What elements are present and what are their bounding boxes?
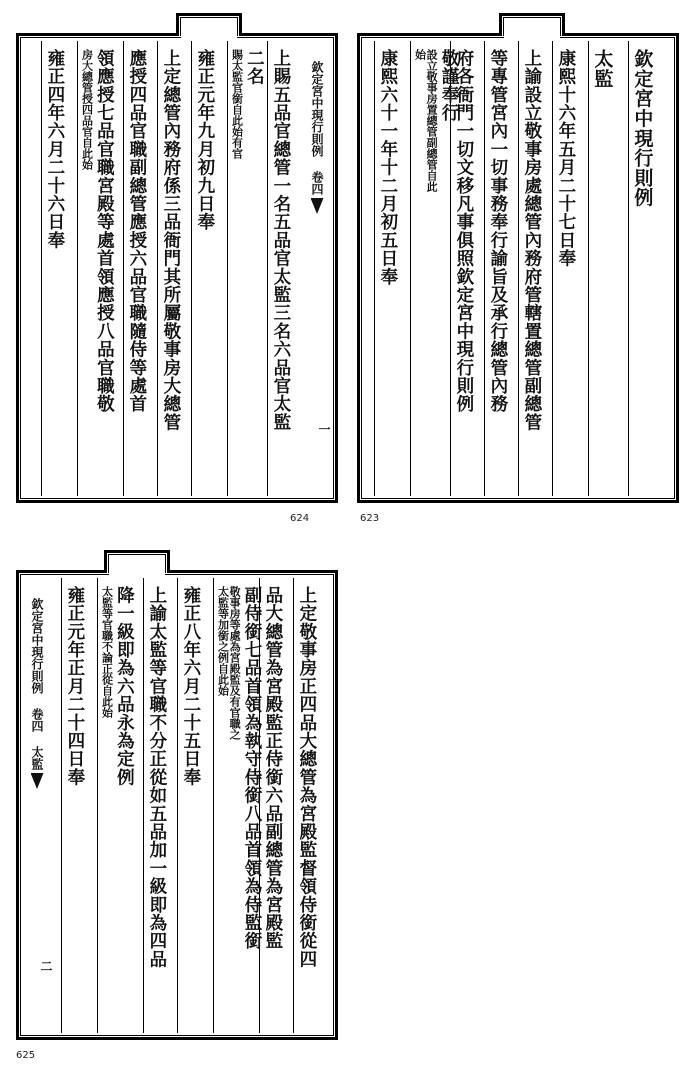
interlinear-annotation [101, 586, 113, 726]
column-rank-line-1 [157, 43, 191, 494]
column-edict-rank-rule [143, 580, 177, 1031]
edict-text: 應授四品官職副總管應授六品官職隨侍等處首 [126, 49, 147, 413]
leaf-notch [176, 13, 242, 36]
running-title-block [24, 598, 50, 789]
edict-text: 品大總管為宮殿監正侍銜六品副總管為宮殿監 [262, 586, 283, 950]
document-leaf-624 [16, 33, 338, 503]
column-edict-close [410, 43, 459, 494]
column-title [628, 43, 670, 494]
running-title: 欽定宮中現行則例 卷四 太監 [30, 598, 44, 770]
entry-date: 雍正元年正月二十四日奉 [64, 586, 85, 787]
document-leaf-623 [357, 33, 679, 503]
page-number-625: 625 [16, 1050, 36, 1061]
fish-tail-mark [311, 198, 324, 214]
text-columns-623 [366, 43, 670, 494]
column-rank-line-2 [123, 43, 157, 494]
folio-number: 一 [317, 423, 331, 435]
column-date-yongzheng1-jan [61, 580, 97, 1031]
column-edict-line-1 [518, 43, 552, 494]
page-number-623: 623 [360, 513, 380, 524]
column-title-line-1 [293, 580, 329, 1031]
section-heading: 太監 [591, 49, 614, 89]
fish-tail-mark [31, 773, 44, 789]
column-edict-rank-rule-cont [97, 580, 143, 1031]
page-number-624: 624 [290, 513, 310, 524]
document-title: 欽定宮中現行則例 [631, 49, 654, 208]
entry-date: 雍正四年六月二十六日奉 [44, 49, 65, 250]
column-grant-line [267, 43, 303, 494]
annotation-text: 賜太監官銜自此始有官 [230, 49, 244, 159]
folio-number: 二 [39, 960, 53, 972]
annotation-text: 房大總管授四品官自此始 [80, 49, 94, 170]
edict-text: 敬謹奉行 [438, 49, 459, 122]
edict-text: 府各衙門一切文移凡事俱照欽定宮中現行則例 [453, 49, 474, 413]
column-date-kangxi61 [374, 43, 410, 494]
leaf-notch [499, 13, 565, 36]
annotation-text: 太監等官職不論正從自此始 [100, 586, 114, 718]
column-date-kangxi16 [552, 43, 588, 494]
text-columns-624 [25, 43, 303, 494]
column-date-yongzheng1 [191, 43, 227, 494]
column-edict-line-2 [484, 43, 518, 494]
running-title-block [304, 61, 330, 214]
column-title-line-2 [259, 580, 293, 1031]
interlinear-annotation [414, 49, 437, 199]
edict-text: 上賜五品官總管一名五品官太監三名六品官太監 [270, 49, 291, 432]
edict-text: 降一級即為六品永為定例 [114, 586, 135, 787]
annotation-text: 設立敬事房置總管副總管自此始 [413, 49, 439, 192]
interlinear-annotation [217, 586, 240, 746]
edict-text: 領應授七品官職宮殿等處首領應授八品官職敬 [94, 49, 115, 413]
column-margin [53, 580, 61, 1031]
edict-text: 二名 [244, 49, 265, 86]
column-section-heading [588, 43, 628, 494]
edict-text: 等專管宮內一切事務奉行諭旨及承行總管內務 [487, 49, 508, 413]
column-margin [31, 43, 41, 494]
leaf-notch [104, 550, 170, 573]
column-count-with-annotation [227, 43, 267, 494]
column-date-yongzheng4 [41, 43, 77, 494]
column-margin [366, 43, 374, 494]
edict-text: 上定總管內務府係三品衙門其所屬敬事房大總管 [160, 49, 181, 432]
entry-date: 康熙六十一年十二月初五日奉 [377, 49, 398, 286]
column-rank-line-3 [77, 43, 123, 494]
document-leaf-625 [16, 570, 338, 1040]
edict-text: 上定敬事房正四品大總管為宮殿監督領侍銜從四 [296, 586, 317, 969]
column-title-line-3 [213, 580, 262, 1031]
entry-date: 雍正八年六月二十五日奉 [180, 586, 201, 787]
edict-text: 上諭設立敬事房處總管內務府管轄置總管副總管 [521, 49, 542, 432]
edict-text: 上諭太監等官職不分正從如五品加一級即為四品 [146, 586, 167, 969]
column-date-yongzheng8 [177, 580, 213, 1031]
entry-date: 雍正元年九月初九日奉 [194, 49, 215, 231]
running-title: 欽定宮中現行則例 卷四 [310, 61, 324, 195]
interlinear-annotation [231, 49, 243, 179]
interlinear-annotation [81, 49, 93, 179]
entry-date: 康熙十六年五月二十七日奉 [555, 49, 576, 268]
text-columns-625 [58, 580, 329, 1031]
edict-text: 副侍銜七品首領為執守侍銜八品首領為侍監銜 [241, 586, 262, 950]
annotation-text: 敬事房等處為宮殿監及有官職之太監等加銜之例自此始 [216, 586, 242, 740]
